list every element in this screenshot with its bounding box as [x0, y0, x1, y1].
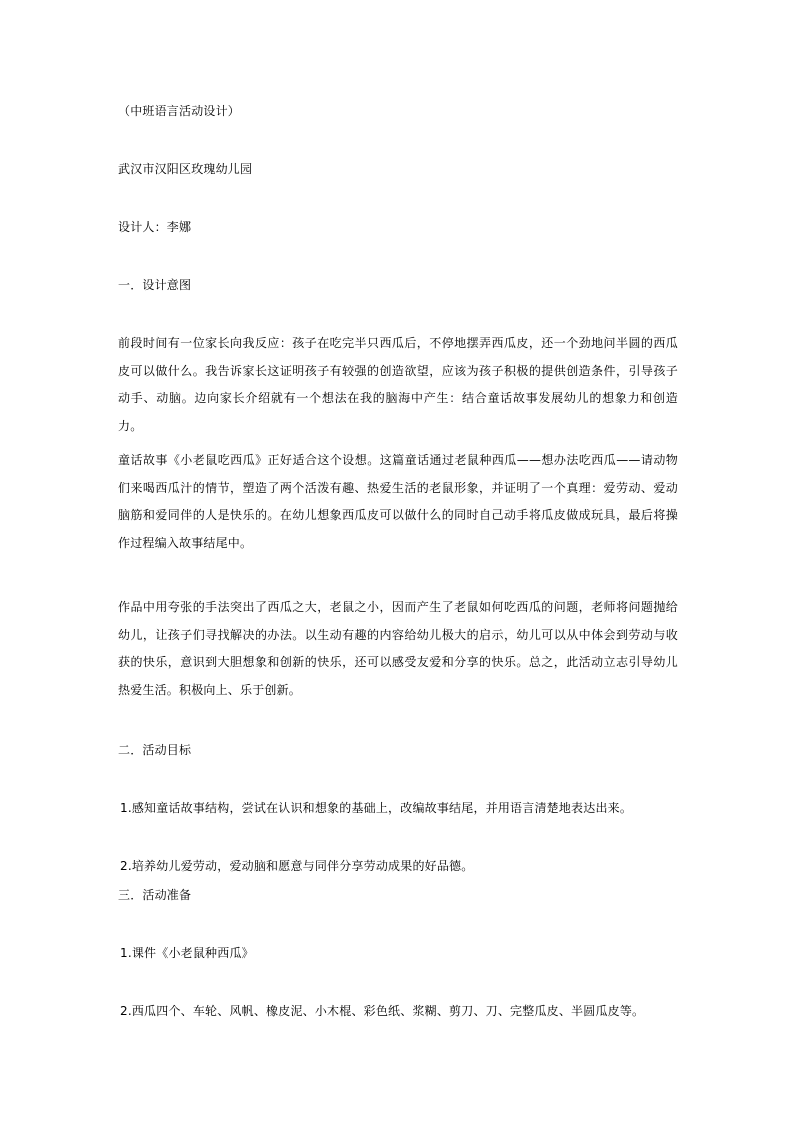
- section-heading-preparation: 三．活动准备: [118, 888, 192, 902]
- school-name: 武汉市汉阳区玫瑰幼儿园: [118, 162, 253, 176]
- document-subtitle: （中班语言活动设计）: [118, 104, 241, 118]
- prep-item-2: 2.西瓜四个、车轮、风帆、橡皮泥、小木棍、彩色纸、浆糊、剪刀、刀、完整瓜皮、半圆瓜皮等。: [120, 1004, 645, 1018]
- paragraph-design-intent-1: 前段时间有一位家长向我反应：孩子在吃完半只西瓜后，不停地摆弄西瓜皮，还一个劲地问半圆的西瓜皮可以做什么。我告诉家长这证明孩子有较强的创造欲望，应该为孩子积极的提供创造条件，引导孩子动手、动脑。边向家长介绍就有一个想法在我的脑海中产生：结合童话故事发展幼儿的想象力和创造力。: [118, 336, 678, 433]
- paragraph-design-intent-3: 作品中用夸张的手法突出了西瓜之大，老鼠之小，因而产生了老鼠如何吃西瓜的问题，老师将问题抛给幼儿，让孩子们寻找解决的办法。以生动有趣的内容给幼儿极大的启示，幼儿可以从中体会到劳动与收获的快乐，意识到大胆想象和创新的快乐，还可以感受友爱和分享的快乐。总之，此活动立志引导幼儿热爱生活。积极向上、乐于创新。: [118, 600, 678, 697]
- section-heading-goals: 二．活动目标: [118, 743, 192, 757]
- goal-item-2: 2.培养幼儿爱劳动，爱动脑和愿意与同伴分享劳动成果的好品德。: [120, 859, 474, 873]
- designer-line: 设计人：李娜: [118, 220, 192, 234]
- goal-item-1: 1.感知童话故事结构，尝试在认识和想象的基础上，改编故事结尾，并用语言清楚地表达出来。: [120, 801, 633, 815]
- section-heading-design-intent: 一．设计意图: [118, 278, 192, 292]
- prep-item-1: 1.课件《小老鼠种西瓜》: [120, 946, 254, 960]
- paragraph-design-intent-2: 童话故事《小老鼠吃西瓜》正好适合这个设想。这篇童话通过老鼠种西瓜——想办法吃西瓜——请动物们来喝西瓜汁的情节，塑造了两个活泼有趣、热爱生活的老鼠形象，并证明了一个真理：爱劳动、爱动脑筋和爱同伴的人是快乐的。在幼儿想象西瓜皮可以做什么的同时自己动手将瓜皮做成玩具，最后将操作过程编入故事结尾中。: [118, 453, 678, 550]
